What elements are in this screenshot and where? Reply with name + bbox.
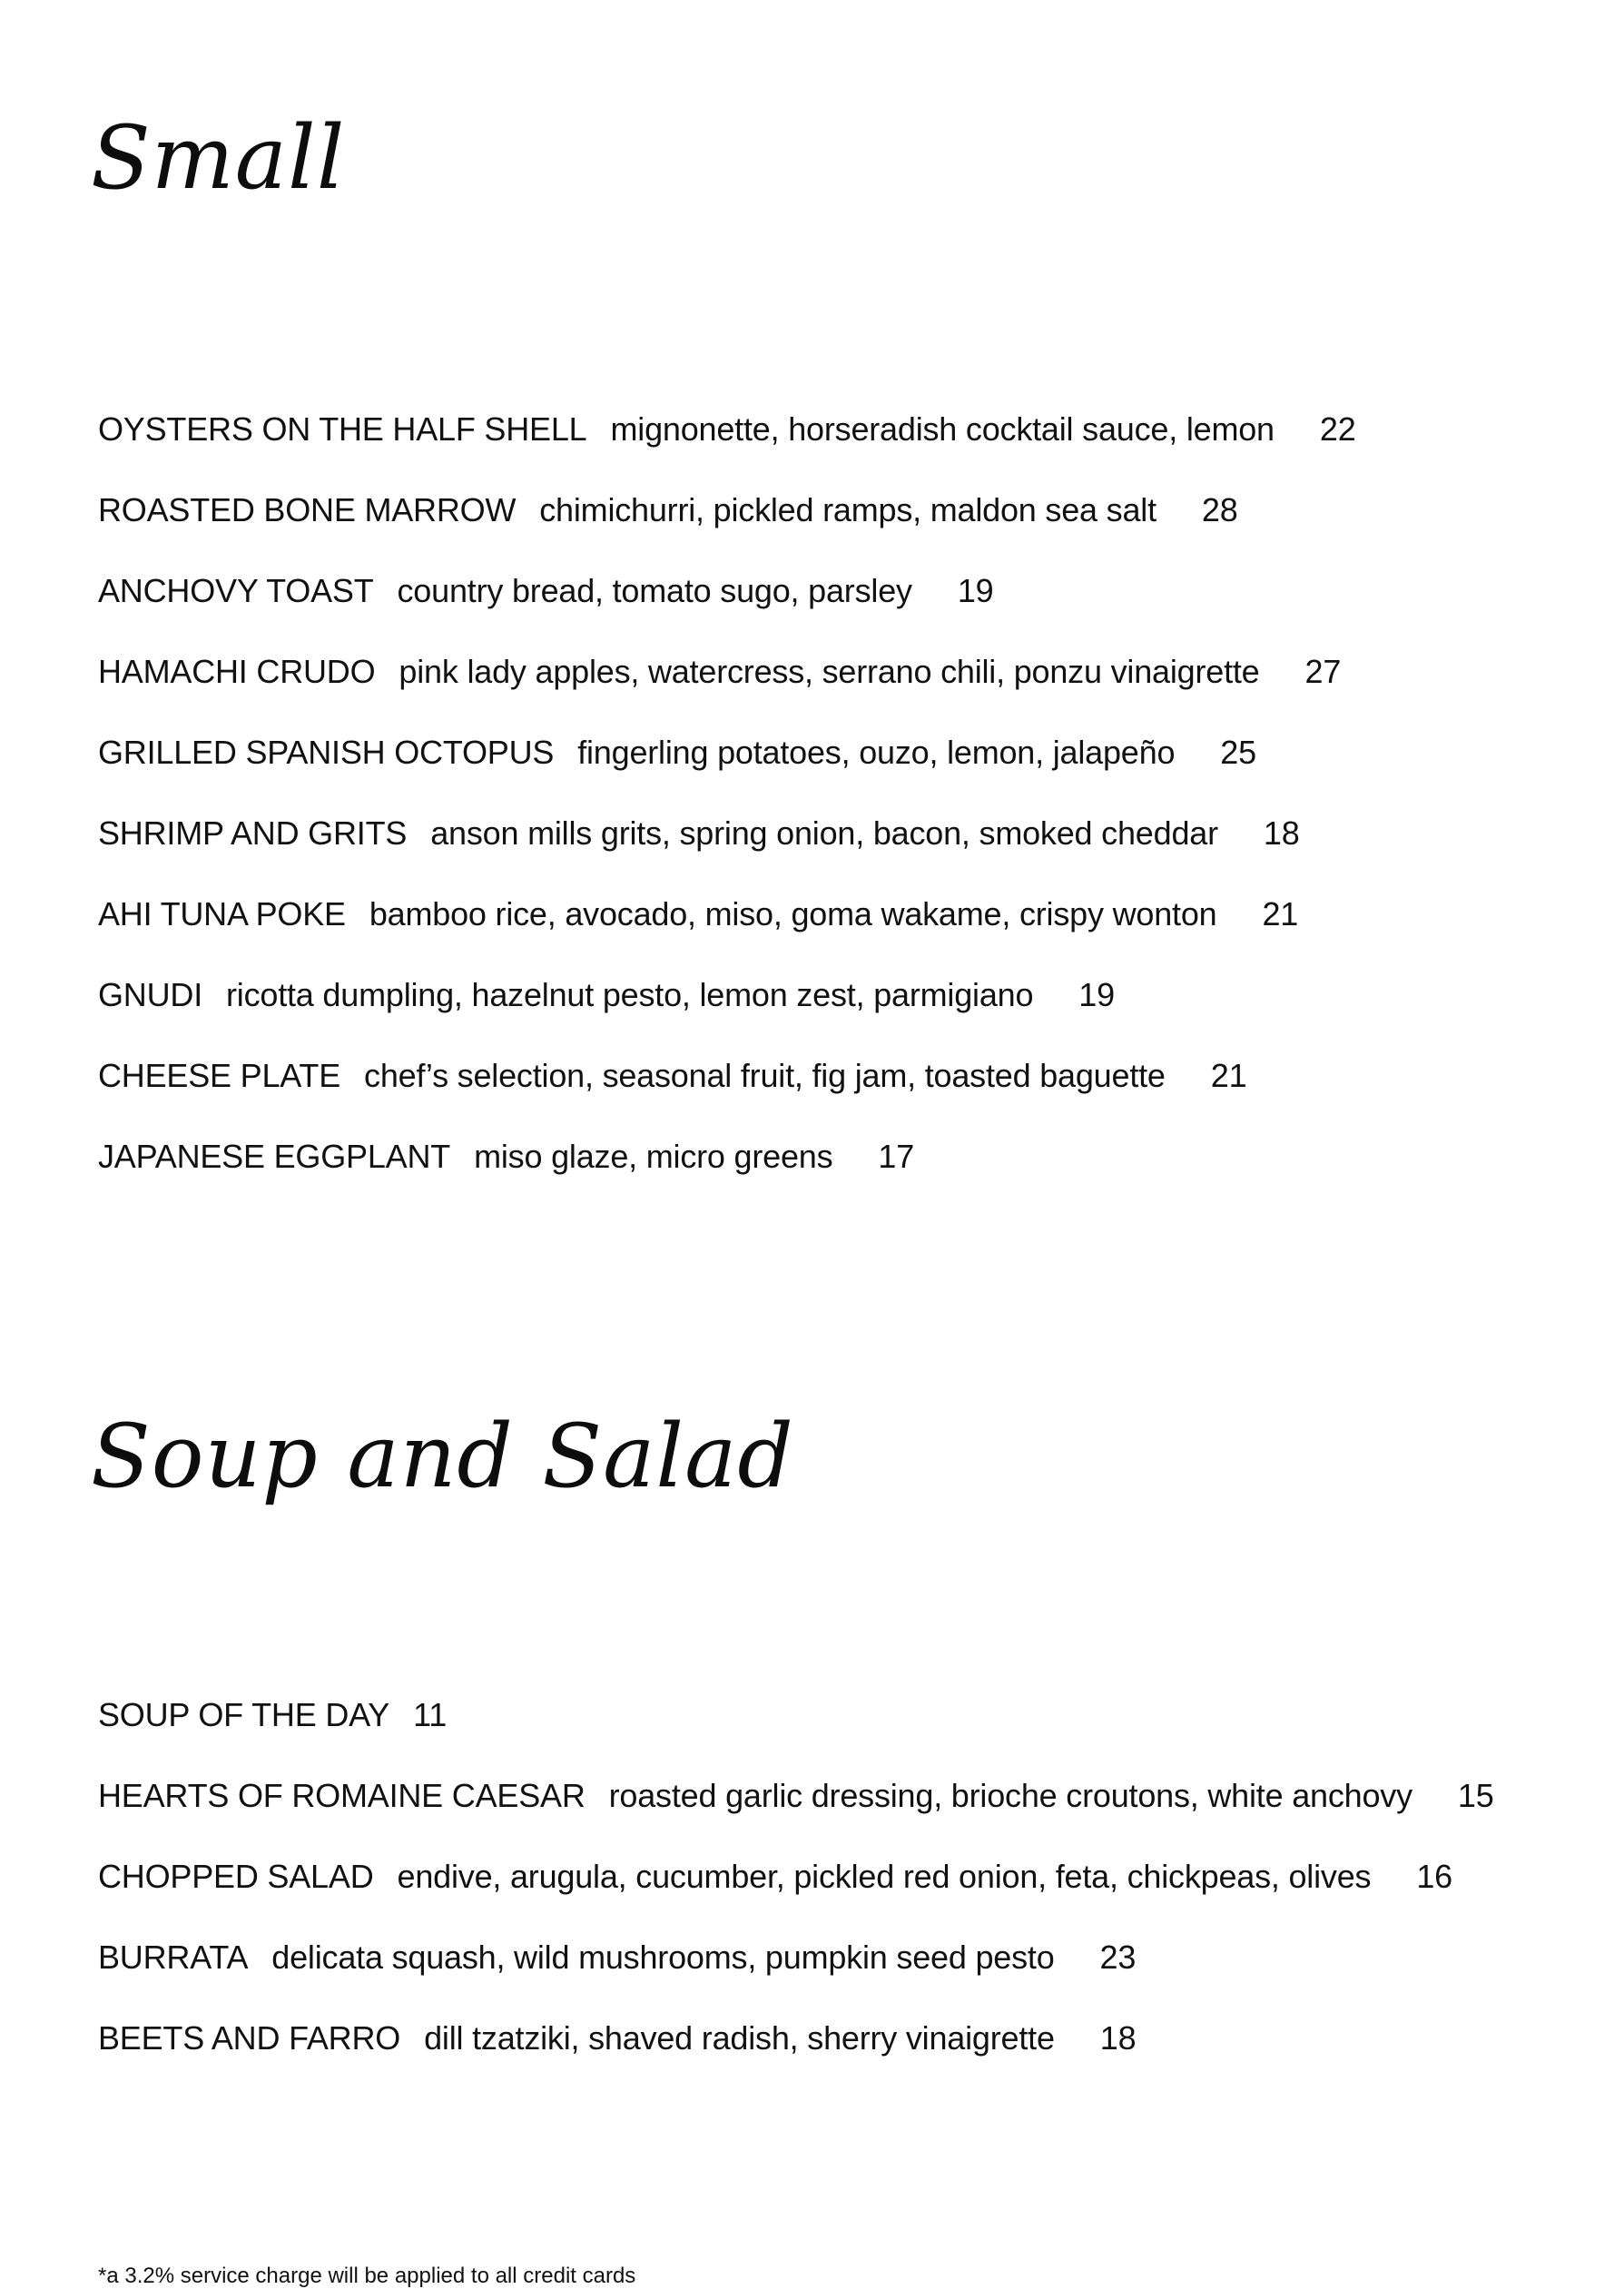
item-name: SOUP OF THE DAY [98, 1696, 390, 1733]
section-title-small: Small [91, 107, 346, 209]
menu-item [98, 1935, 1494, 2016]
item-description: ricotta dumpling, hazelnut pesto, lemon zest, parmigiano [226, 976, 1034, 1013]
menu-item [98, 488, 1356, 568]
menu-list-small [98, 407, 1356, 1215]
item-description: roasted garlic dressing, brioche croutons, white anchovy [608, 1777, 1412, 1814]
item-price: 25 [1220, 734, 1256, 771]
item-name: OYSTERS ON THE HALF SHELL [98, 410, 587, 448]
menu-item [98, 407, 1356, 488]
item-price: 21 [1210, 1057, 1247, 1094]
item-price: 19 [957, 572, 994, 609]
item-description: anson mills grits, spring onion, bacon, smoked cheddar [430, 814, 1218, 852]
item-name: ANCHOVY TOAST [98, 572, 374, 609]
item-name: BEETS AND FARRO [98, 2019, 401, 2057]
item-price: 18 [1263, 814, 1300, 852]
item-name: ROASTED BONE MARROW [98, 491, 517, 528]
item-name: GRILLED SPANISH OCTOPUS [98, 734, 555, 771]
menu-item [98, 649, 1356, 730]
menu-item [98, 1692, 1494, 1773]
item-price: 11 [413, 1696, 448, 1733]
item-description: mignonette, horseradish cocktail sauce, lemon [610, 410, 1275, 448]
menu-item [98, 1053, 1356, 1134]
item-description: bamboo rice, avocado, miso, goma wakame, crispy wonton [369, 895, 1217, 932]
item-name: BURRATA [98, 1939, 249, 1976]
item-name: SHRIMP AND GRITS [98, 814, 408, 852]
footnote: *a 3.2% service charge will be applied to all credit cards [98, 2264, 636, 2288]
item-name: GNUDI [98, 976, 202, 1013]
menu-item [98, 1134, 1356, 1215]
item-price: 27 [1304, 653, 1342, 690]
item-price: 18 [1099, 2019, 1137, 2057]
section-title-soup-and-salad: Soup and Salad [91, 1406, 794, 1507]
menu-item [98, 811, 1356, 892]
menu-item [98, 568, 1356, 649]
menu-item [98, 2016, 1494, 2097]
item-price: 23 [1099, 1939, 1137, 1976]
item-description: miso glaze, micro greens [474, 1138, 833, 1175]
item-price: 19 [1078, 976, 1115, 1013]
item-price: 15 [1457, 1777, 1494, 1814]
item-description: delicata squash, wild mushrooms, pumpkin seed pesto [271, 1939, 1055, 1976]
item-name: HAMACHI CRUDO [98, 653, 376, 690]
menu-item [98, 730, 1356, 811]
item-description: chef’s selection, seasonal fruit, fig jam, toasted baguette [364, 1057, 1166, 1094]
item-price: 16 [1416, 1858, 1452, 1895]
item-price: 17 [878, 1138, 915, 1175]
menu-item [98, 1773, 1494, 1854]
item-name: JAPANESE EGGPLANT [98, 1138, 451, 1175]
item-description: fingerling potatoes, ouzo, lemon, jalapeño [577, 734, 1176, 771]
item-description: chimichurri, pickled ramps, maldon sea salt [539, 491, 1156, 528]
menu-list-soup-and-salad [98, 1692, 1494, 2097]
item-description: pink lady apples, watercress, serrano chili, ponzu vinaigrette [399, 653, 1260, 690]
item-name: CHOPPED SALAD [98, 1858, 374, 1895]
item-price: 22 [1319, 410, 1356, 448]
item-price: 21 [1262, 895, 1299, 932]
item-price: 28 [1201, 491, 1238, 528]
item-name: AHI TUNA POKE [98, 895, 346, 932]
item-description: dill tzatziki, shaved radish, sherry vinaigrette [424, 2019, 1055, 2057]
item-name: CHEESE PLATE [98, 1057, 341, 1094]
menu-item [98, 892, 1356, 972]
menu-item [98, 972, 1356, 1053]
item-description: country bread, tomato sugo, parsley [397, 572, 912, 609]
menu-item [98, 1854, 1494, 1935]
item-description: endive, arugula, cucumber, pickled red onion, feta, chickpeas, olives [397, 1858, 1372, 1895]
item-name: HEARTS OF ROMAINE CAESAR [98, 1777, 586, 1814]
